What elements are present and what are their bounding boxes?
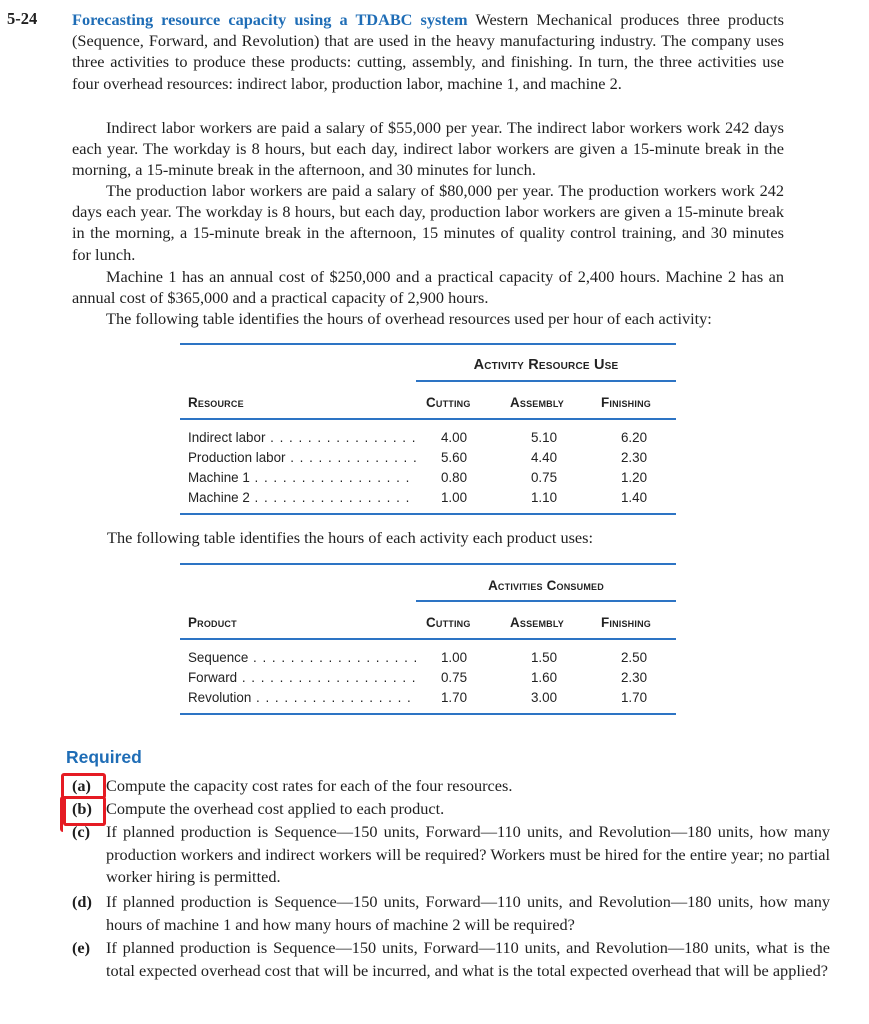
cell-value: 2.30 <box>620 670 648 685</box>
table2-intro: The following table identifies the hours of each activity each product uses: <box>107 528 594 547</box>
item-text: Compute the overhead cost applied to each product. <box>106 799 445 818</box>
markup-line <box>60 796 68 832</box>
item-text: Compute the capacity cost rates for each of the four resources. <box>106 776 513 795</box>
group-header-rule <box>416 380 676 382</box>
production-labor-paragraph <box>72 180 784 265</box>
item-tag: (c) <box>72 822 91 841</box>
cell-value: 1.00 <box>440 650 468 665</box>
header-rule <box>180 638 676 640</box>
problem-title: Forecasting resource capacity using a TDABC system <box>72 10 468 29</box>
table-bottom-rule <box>180 713 676 715</box>
item-text: If planned production is Sequence—150 units, Forward—110 units, and Revolution—180 units, how many hours of machine 1 and how many hours of machine 2 will be required? <box>106 892 830 934</box>
item-tag: (e) <box>72 938 91 957</box>
cell-value: 4.00 <box>440 430 468 445</box>
cell-value: 1.10 <box>530 490 558 505</box>
item-text: If planned production is Sequence—150 units, Forward—110 units, and Revolution—180 units, what is the total expected overhead cost that will be incurred, and what is the total expected overhead that will be applied? <box>106 938 830 980</box>
indirect-labor-text: Indirect labor workers are paid a salary of $55,000 per year. The indirect labor workers work 242 days each year. The workday is 8 hours, but each day, indirect labor workers are given a 15-minute break in the morning, a 15-minute break in the afternoon, and 30 minutes for lunch. <box>72 118 784 180</box>
table-top-rule <box>180 563 676 565</box>
row-header: Resource <box>188 395 244 410</box>
table-intro-text: The following table identifies the hours of overhead resources used per hour of each activity: <box>106 309 712 328</box>
cell-value: 6.20 <box>620 430 648 445</box>
cell-value: 1.40 <box>620 490 648 505</box>
cell-value: 1.60 <box>530 670 558 685</box>
cell-value: 5.60 <box>440 450 468 465</box>
cell-value: 2.50 <box>620 650 648 665</box>
cell-value: 1.00 <box>440 490 468 505</box>
cell-value: 1.50 <box>530 650 558 665</box>
table-group-header: Activity Resource Use <box>473 357 619 373</box>
problem-number: 5-24 <box>7 9 38 28</box>
row-label: Indirect labor . . . <box>188 430 416 445</box>
group-header-rule <box>416 600 676 602</box>
markup-box-b <box>63 796 106 826</box>
header-rule <box>180 418 676 420</box>
row-label: Production labor . . . <box>188 450 416 465</box>
cell-value: 0.75 <box>440 670 468 685</box>
col-header-assembly: Assembly <box>510 395 564 410</box>
intro-paragraph <box>72 9 784 94</box>
table-intro-paragraph <box>72 308 784 329</box>
row-header: Product <box>188 615 237 630</box>
required-item-a <box>72 775 830 798</box>
required-item-c <box>72 821 830 889</box>
item-tag: (a) <box>72 776 91 795</box>
machine-text: Machine 1 has an annual cost of $250,000 and a practical capacity of 2,400 hours. Machine 2 has an annual cost of $365,000 and a practical capacity of 2,900 hours. <box>72 267 784 308</box>
table-bottom-rule <box>180 513 676 515</box>
col-header-assembly: Assembly <box>510 615 564 630</box>
production-labor-text: The production labor workers are paid a salary of $80,000 per year. The production workers work 242 days each year. The workday is 8 hours, but each day, production labor workers are given a 15-minute break in the morning, a 15-minute break in the afternoon, 15 minutes of quality control training, and 30 minutes for lunch. <box>72 181 784 264</box>
row-label: Machine 2 . . . <box>188 490 416 505</box>
item-tag: (d) <box>72 892 92 911</box>
col-header-finishing: Finishing <box>601 395 651 410</box>
required-item-b <box>72 798 830 821</box>
cell-value: 0.75 <box>530 470 558 485</box>
cell-value: 1.70 <box>620 690 648 705</box>
cell-value: 4.40 <box>530 450 558 465</box>
cell-value: 3.00 <box>530 690 558 705</box>
required-item-e <box>72 937 830 982</box>
col-header-cutting: Cutting <box>426 395 471 410</box>
resource-use-table <box>180 340 676 520</box>
required-item-d <box>72 891 830 936</box>
table-top-rule <box>180 343 676 345</box>
required-heading: Required <box>66 747 142 767</box>
cell-value: 2.30 <box>620 450 648 465</box>
cell-value: 1.20 <box>620 470 648 485</box>
item-text: If planned production is Sequence—150 units, Forward—110 units, and Revolution—180 units, how many production workers and indirect workers will be required? Workers must be hired for the entire year; no partial worker hiring is permitted. <box>106 822 830 886</box>
cell-value: 0.80 <box>440 470 468 485</box>
indirect-labor-paragraph <box>72 117 784 181</box>
cell-value: 5.10 <box>530 430 558 445</box>
col-header-cutting: Cutting <box>426 615 471 630</box>
row-label: Sequence . . . <box>188 650 416 665</box>
table-group-header: Activities Consumed <box>488 578 604 593</box>
intro-text: Western Mechanical produces three products (Sequence, Forward, and Revolution) that are used in the heavy manufacturing industry. The company uses three activities to produce these products: cutting, assembly, and finishing. In turn, the three activities use four overhead resources: indirect labor, production labor, machine 1, and machine 2. <box>72 10 784 93</box>
machine-paragraph <box>72 266 784 308</box>
item-tag: (b) <box>72 799 92 818</box>
row-label: Forward . . . <box>188 670 416 685</box>
row-label: Revolution . . . <box>188 690 416 705</box>
row-label: Machine 1 . . . <box>188 470 416 485</box>
cell-value: 1.70 <box>440 690 468 705</box>
activities-consumed-table <box>180 560 676 720</box>
col-header-finishing: Finishing <box>601 615 651 630</box>
